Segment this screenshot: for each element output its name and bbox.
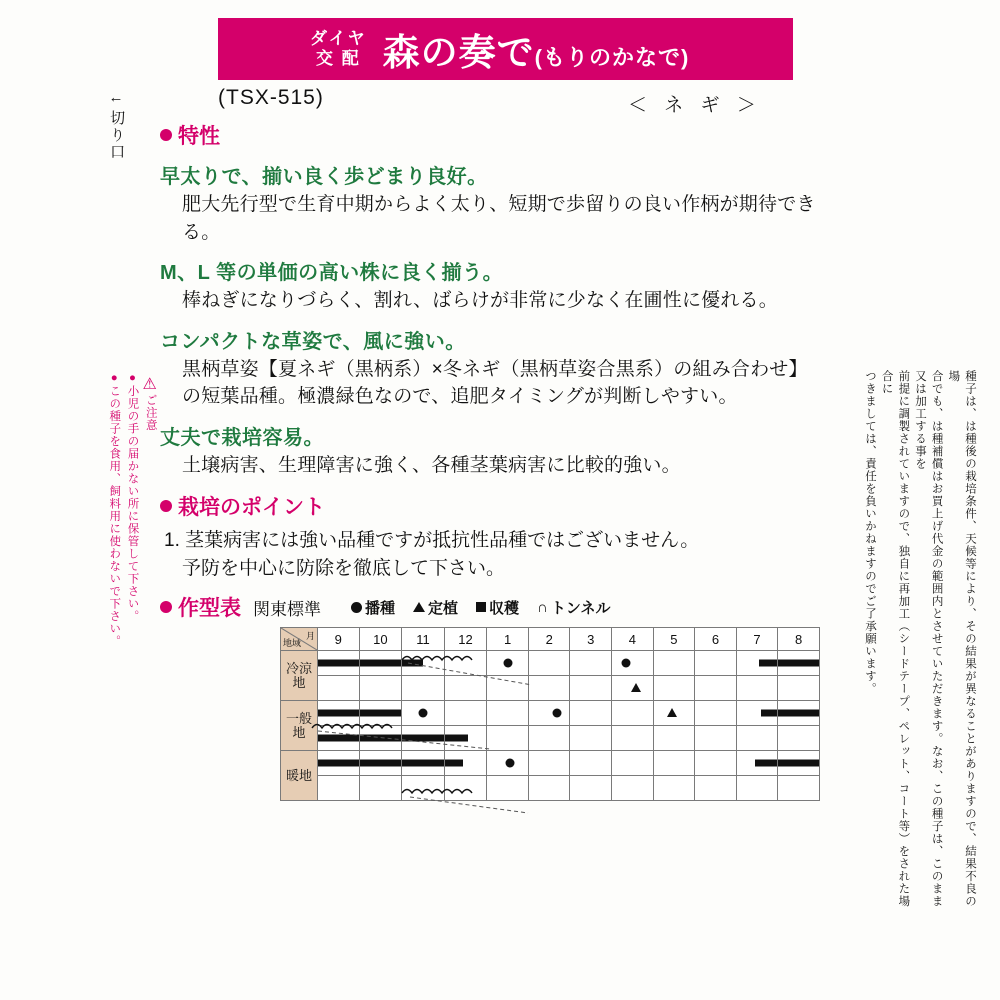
- table-row: [281, 701, 820, 726]
- point-item: [164, 527, 820, 582]
- chart-cell: [778, 651, 820, 676]
- table-row: [281, 651, 820, 676]
- legal-block: [861, 370, 978, 930]
- corner-diagonal-icon: [281, 628, 317, 650]
- chart-cell: [736, 726, 778, 751]
- feature-desc: 黒柄草姿【夏ネギ（黒柄系）×冬ネギ（黒柄草姿合黒系）の組み合わせ】の短葉品種。極濃緑色なので、追肥タイミングが判断しやすい。: [182, 358, 808, 408]
- points-heading-label: 栽培のポイント: [178, 496, 325, 520]
- chart-cell: [444, 676, 487, 701]
- brand-line-1: ダイヤ: [310, 29, 367, 49]
- chart-cell: [570, 676, 612, 701]
- chart-cell: [318, 776, 360, 801]
- cultivation-table: [280, 627, 820, 801]
- point-subtext: 予防を中心に防除を徹底して下さい。: [182, 557, 506, 579]
- chart-cell: [487, 751, 529, 776]
- caution-heading: ご注意: [144, 394, 157, 432]
- chart-cell: [359, 701, 402, 726]
- month-header: 9: [318, 628, 360, 651]
- month-header: 5: [653, 628, 695, 651]
- chart-cell: [695, 701, 737, 726]
- chart-cell: [695, 776, 737, 801]
- corner-month-label: 月: [306, 631, 316, 642]
- chart-cell: [487, 651, 529, 676]
- chart-cell: [570, 751, 612, 776]
- chart-cell: [487, 701, 529, 726]
- month-header: 7: [736, 628, 778, 651]
- chart-cell: [736, 676, 778, 701]
- month-header: 12: [444, 628, 487, 651]
- chart-cell: [528, 676, 570, 701]
- chart-standard-label: 関東標準: [253, 599, 321, 619]
- month-header: 3: [570, 628, 612, 651]
- chart-cell: [612, 701, 654, 726]
- chart-cell: [695, 676, 737, 701]
- chart-cell: [653, 676, 695, 701]
- legal-line-3: 前提に調製されていますので、独自に再加工（シードテープ、ペレット、コート等）をされた場合に: [880, 370, 910, 908]
- chart-cell: [695, 726, 737, 751]
- month-header: 11: [402, 628, 445, 651]
- chart-cell: [487, 726, 529, 751]
- corner-cell: [281, 628, 318, 651]
- table-header-row: [281, 628, 820, 651]
- month-header: 8: [778, 628, 820, 651]
- features-heading-label: 特性: [178, 125, 220, 148]
- region-label: 一般地: [281, 701, 318, 751]
- chart-cell: [612, 726, 654, 751]
- sowing-icon: [351, 602, 362, 613]
- region-label: 冷涼地: [281, 651, 318, 701]
- table-row: [281, 776, 820, 801]
- chart-cell: [653, 726, 695, 751]
- legal-line-4: つきましては、責任を負いかねますのでご了承願います。: [863, 370, 876, 695]
- legend-item-sowing: [351, 597, 395, 618]
- chart-cell: [612, 751, 654, 776]
- chart-cell: [528, 701, 570, 726]
- product-title: [383, 22, 690, 76]
- table-row: [281, 726, 820, 751]
- chart-cell: [736, 701, 778, 726]
- planting-icon: [413, 602, 425, 612]
- bullet-icon: [160, 500, 172, 512]
- chart-cell: [778, 726, 820, 751]
- chart-cell: [444, 726, 487, 751]
- arrow-left-icon: ←: [108, 89, 124, 106]
- chart-cell: [570, 701, 612, 726]
- legend-label: トンネル: [550, 599, 611, 617]
- chart-cell: [359, 751, 402, 776]
- chart-cell: [653, 701, 695, 726]
- crop-type: ＜ ネ ギ ＞: [628, 95, 762, 116]
- corner-region-label: 地域: [283, 638, 302, 649]
- chart-cell: [528, 651, 570, 676]
- cut-mark-label: 切り口: [108, 110, 126, 162]
- chart-cell: [736, 751, 778, 776]
- feature-lead: 丈夫で栽培容易。: [160, 426, 324, 449]
- chart-cell: [612, 651, 654, 676]
- chart-cell: [444, 776, 487, 801]
- legend-item-harvest: [476, 597, 519, 618]
- legal-line-1: 種子は、は種後の栽培条件、天候等により、その結果が異なることがありますので、結果不良の場: [947, 370, 976, 908]
- feature-lead: 早太りで、揃い良く歩どまり良好。: [160, 166, 488, 188]
- legend-label: 収穫: [489, 599, 520, 617]
- chart-cell: [570, 651, 612, 676]
- chart-cell: [736, 651, 778, 676]
- chart-cell: [570, 726, 612, 751]
- chart-header: [160, 592, 820, 622]
- warning-triangle-icon: ⚠: [142, 376, 157, 393]
- chart-cell: [318, 651, 360, 676]
- chart-cell: [653, 651, 695, 676]
- chart-cell: [570, 776, 612, 801]
- caution-block: [104, 372, 159, 792]
- chart-cell: [695, 751, 737, 776]
- feature-desc: 肥大先行型で生育中期からよく太り、短期で歩留りの良い作柄が期待できる。: [182, 194, 816, 243]
- region-label: 暖地: [281, 751, 318, 801]
- chart-cell: [612, 776, 654, 801]
- month-header: 4: [612, 628, 654, 651]
- product-reading: (もりのかなで): [534, 45, 690, 70]
- legend-label: 播種: [365, 599, 396, 617]
- tunnel-icon: ∩: [537, 598, 548, 616]
- product-name: 森の奏で: [382, 32, 535, 73]
- header-band: [218, 18, 793, 80]
- features-heading: [160, 120, 820, 150]
- chart-cell: [528, 751, 570, 776]
- feature-lead: M、L 等の単価の高い株に良く揃う。: [160, 262, 504, 285]
- chart-cell: [653, 751, 695, 776]
- feature-desc: 土壌病害、生理障害に強く、各種茎葉病害に比較的強い。: [182, 454, 681, 476]
- chart-cell: [444, 751, 487, 776]
- chart-cell: [528, 726, 570, 751]
- chart-cell: [318, 751, 360, 776]
- feature-lead: コンパクトな草姿で、風に強い。: [160, 330, 466, 353]
- chart-cell: [359, 676, 402, 701]
- month-header: 6: [695, 628, 737, 651]
- chart-cell: [695, 651, 737, 676]
- points-heading: [160, 491, 820, 521]
- legend-item-tunnel: [537, 597, 610, 618]
- chart-cell: [359, 726, 402, 751]
- month-header: 10: [359, 628, 402, 651]
- chart-cell: [444, 701, 487, 726]
- chart-cell: [736, 776, 778, 801]
- table-row: [281, 751, 820, 776]
- chart-heading-label: 作型表: [178, 597, 241, 621]
- chart-cell: [402, 726, 445, 751]
- legal-line-2: 合でも、は種補償はお買上げ代金の範囲内とさせていただきます。なお、この種子は、このまま又は加工する事を: [913, 370, 943, 908]
- chart-cell: [402, 651, 445, 676]
- chart-cell: [359, 776, 402, 801]
- chart-cell: [778, 676, 820, 701]
- chart-cell: [402, 701, 445, 726]
- month-header: 1: [487, 628, 529, 651]
- chart-cell: [778, 751, 820, 776]
- chart-cell: [653, 776, 695, 801]
- brand-label: [310, 29, 367, 68]
- chart-cell: [402, 776, 445, 801]
- chart-legend: [351, 597, 610, 618]
- legend-label: 定植: [428, 599, 459, 617]
- chart-table-wrapper: [160, 627, 820, 801]
- harvest-icon: [476, 602, 486, 612]
- chart-cell: [487, 776, 529, 801]
- chart-cell: [318, 726, 360, 751]
- bullet-icon: [160, 601, 172, 613]
- chart-cell: [778, 701, 820, 726]
- point-text: 1. 茎葉病害には強い品種ですが抵抗性品種ではございません。: [164, 530, 700, 552]
- chart-cell: [444, 651, 487, 676]
- chart-cell: [528, 776, 570, 801]
- cut-mark: [96, 88, 136, 168]
- chart-cell: [359, 651, 402, 676]
- chart-cell: [612, 676, 654, 701]
- chart-cell: [318, 676, 360, 701]
- chart-cell: [402, 676, 445, 701]
- feature-desc: 棒ねぎになりづらく、割れ、ばらけが非常に少なく在圃性に優れる。: [182, 290, 778, 312]
- body-content: [160, 120, 820, 801]
- bullet-icon: [160, 129, 172, 141]
- chart-cell: [318, 701, 360, 726]
- chart-cell: [402, 751, 445, 776]
- legend-item-planting: [413, 597, 458, 618]
- caution-line-3: ●この種子を食用、飼料用に使わないで下さい。: [108, 372, 121, 648]
- caution-line-2: ●小児の手の届かない所に保管して下さい。: [126, 372, 139, 623]
- month-header: 2: [528, 628, 570, 651]
- chart-cell: [778, 776, 820, 801]
- product-code: (TSX-515): [218, 86, 324, 109]
- chart-heading: [160, 592, 241, 622]
- chart-cell: [487, 676, 529, 701]
- table-row: [281, 676, 820, 701]
- brand-line-2: 交 配: [315, 49, 361, 68]
